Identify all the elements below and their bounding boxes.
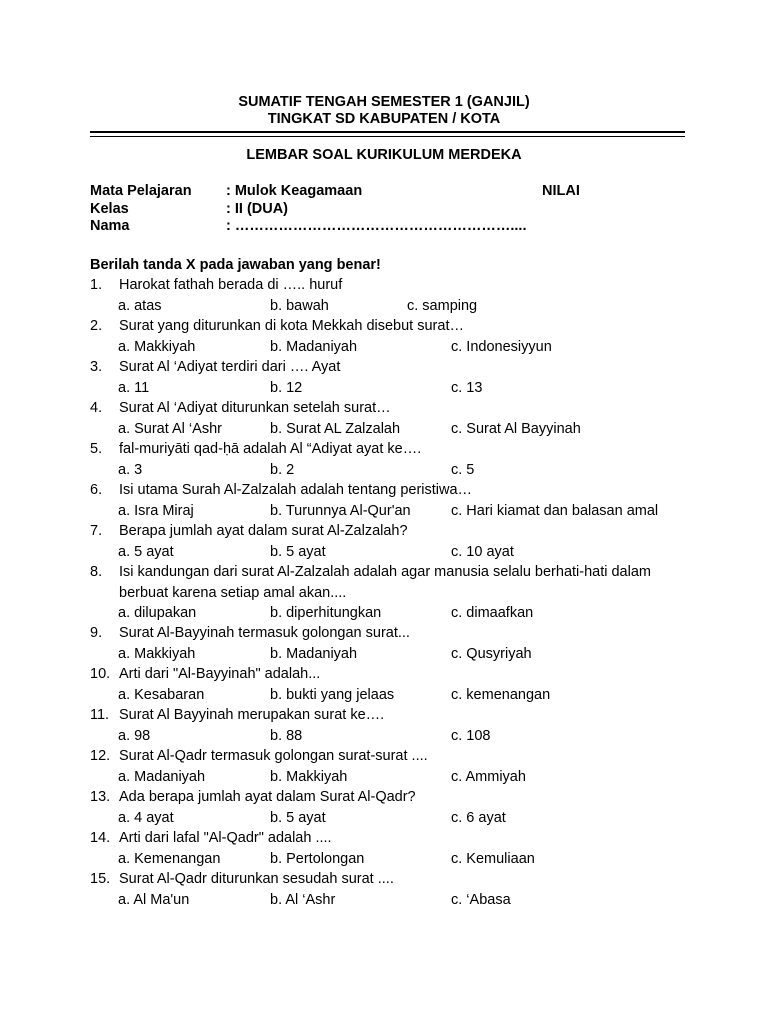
question-text: Arti dari lafal "Al-Qadr" adalah ....: [119, 830, 332, 846]
answer-option-a[interactable]: a. Kesabaran: [118, 686, 205, 703]
question-text: Surat yang diturunkan di kota Mekkah disebut surat…: [119, 318, 464, 334]
question-text: Isi kandungan dari surat Al-Zalzalah adalah agar manusia selalu berhati-hati dalam berbuat karena setiap amal akan....: [119, 564, 651, 601]
answer-option-a[interactable]: a. dilupakan: [118, 605, 197, 621]
answer-option-c[interactable]: c. Ammiyah: [451, 768, 526, 785]
answer-option-c[interactable]: c. Surat Al Bayyinah: [451, 420, 581, 437]
answer-option-a[interactable]: a. atas: [118, 297, 162, 314]
question-text: Surat Al ‘Adiyat diturunkan setelah surat…: [119, 400, 391, 416]
name-value: : …………………………………………………....: [226, 218, 527, 234]
answer-option-c[interactable]: c. 10 ayat: [451, 543, 514, 560]
answer-option-a[interactable]: a. Makkiyah: [118, 338, 196, 355]
answer-option-b[interactable]: b. Turunnya Al-Qur'an: [270, 502, 411, 519]
answer-option-c[interactable]: c. Indonesiyyun: [451, 338, 552, 355]
answer-option-c[interactable]: c. ‘Abasa: [451, 891, 511, 908]
question-text: Surat Al ‘Adiyat terdiri dari …. Ayat: [119, 359, 341, 375]
answer-option-b[interactable]: b. Madaniyah: [270, 338, 358, 355]
header-rule-thin: [90, 136, 685, 137]
question-number: 11.: [90, 707, 110, 723]
question-number: 14.: [90, 830, 111, 846]
answer-option-b[interactable]: b. Makkiyah: [270, 768, 348, 785]
answer-option-c[interactable]: c. Kemuliaan: [451, 850, 535, 867]
question-number: 12.: [90, 748, 111, 764]
question-text: Ada berapa jumlah ayat dalam Surat Al-Qadr?: [119, 789, 416, 805]
question-number: 7.: [90, 523, 103, 539]
answer-option-c[interactable]: c. 5: [451, 461, 475, 478]
question-number: 4.: [90, 400, 103, 416]
question-number: 2.: [90, 318, 103, 334]
subject-label: Mata Pelajaran: [90, 183, 192, 199]
answer-option-a[interactable]: a. 3: [118, 461, 143, 478]
answer-option-a[interactable]: a. Makkiyah: [118, 645, 196, 662]
header-rule-thick: [90, 131, 685, 133]
name-label: Nama: [90, 218, 130, 234]
worksheet-subtitle: LEMBAR SOAL KURIKULUM MERDEKA: [246, 147, 522, 163]
question-number: 5.: [90, 441, 103, 457]
answer-option-a[interactable]: a. Al Ma'un: [118, 891, 190, 908]
question-text: Arti dari "Al-Bayyinah" adalah...: [119, 666, 321, 682]
answer-option-c[interactable]: c. kemenangan: [451, 686, 551, 703]
question-number: 8.: [90, 564, 103, 580]
question-number: 6.: [90, 482, 103, 498]
header-line-2: TINGKAT SD KABUPATEN / KOTA: [267, 111, 501, 127]
answer-option-c[interactable]: c. Hari kiamat dan balasan amal: [451, 502, 659, 519]
answer-option-a[interactable]: a. 11: [118, 379, 150, 396]
header-line-1: SUMATIF TENGAH SEMESTER 1 (GANJIL): [238, 94, 530, 110]
answer-option-c[interactable]: c. 108: [451, 727, 491, 744]
answer-option-c[interactable]: c. 13: [451, 379, 483, 396]
question-number: 13.: [90, 789, 111, 805]
answer-option-a[interactable]: a. Isra Miraj: [118, 502, 194, 519]
answer-option-a[interactable]: a. Kemenangan: [118, 850, 221, 867]
question-number: 15.: [90, 871, 111, 887]
answer-option-c[interactable]: c. samping: [407, 297, 478, 314]
question-number: 3.: [90, 359, 103, 375]
answer-option-c[interactable]: c. 6 ayat: [451, 809, 506, 826]
answer-option-a[interactable]: a. 4 ayat: [118, 809, 174, 826]
instruction-text: Berilah tanda X pada jawaban yang benar!: [90, 257, 381, 273]
question-text: fal-muriyāti qad-ḥā adalah Al “Adiyat ayat ke….: [119, 441, 422, 457]
question-number: 10.: [90, 666, 111, 682]
question-text: Harokat fathah berada di ….. huruf: [119, 277, 343, 293]
class-label: Kelas: [90, 201, 129, 217]
answer-option-c[interactable]: c. dimaafkan: [451, 605, 534, 621]
question-number: 9.: [90, 625, 103, 641]
score-label: NILAI: [542, 183, 580, 199]
answer-option-b[interactable]: b. Al ‘Ashr: [270, 891, 336, 908]
question-number: 1.: [90, 277, 103, 293]
class-value: : II (DUA): [226, 201, 289, 217]
question-text: Surat Al Bayyinah merupakan surat ke….: [119, 707, 385, 723]
answer-option-a[interactable]: a. 5 ayat: [118, 543, 174, 560]
answer-option-b[interactable]: b. diperhitungkan: [270, 605, 382, 621]
answer-option-b[interactable]: b. bawah: [270, 297, 329, 314]
answer-option-b[interactable]: b. Surat AL Zalzalah: [270, 420, 401, 437]
answer-option-a[interactable]: a. Surat Al ‘Ashr: [118, 420, 222, 437]
question-text: Isi utama Surah Al-Zalzalah adalah tentang peristiwa…: [119, 482, 473, 498]
answer-option-b[interactable]: b. Pertolongan: [270, 850, 365, 867]
answer-option-c[interactable]: c. Qusyriyah: [451, 645, 532, 662]
answer-option-b[interactable]: b. 2: [270, 461, 295, 478]
question-text: Surat Al-Qadr diturunkan sesudah surat ....: [119, 871, 394, 887]
answer-option-a[interactable]: a. Madaniyah: [118, 768, 206, 785]
question-text: Surat Al-Bayyinah termasuk golongan surat...: [119, 625, 410, 641]
question-text: Berapa jumlah ayat dalam surat Al-Zalzalah?: [119, 523, 408, 539]
answer-option-a[interactable]: a. 98: [118, 727, 151, 744]
answer-option-b[interactable]: b. Madaniyah: [270, 645, 358, 662]
answer-option-b[interactable]: b. 5 ayat: [270, 543, 326, 560]
answer-option-b[interactable]: b. 5 ayat: [270, 809, 326, 826]
question-text: Surat Al-Qadr termasuk golongan surat-surat ....: [119, 748, 428, 764]
answer-option-b[interactable]: b. 12: [270, 379, 303, 396]
answer-option-b[interactable]: b. 88: [270, 727, 303, 744]
answer-option-b[interactable]: b. bukti yang jelaas: [270, 686, 395, 703]
subject-value: : Mulok Keagamaan: [226, 183, 363, 199]
